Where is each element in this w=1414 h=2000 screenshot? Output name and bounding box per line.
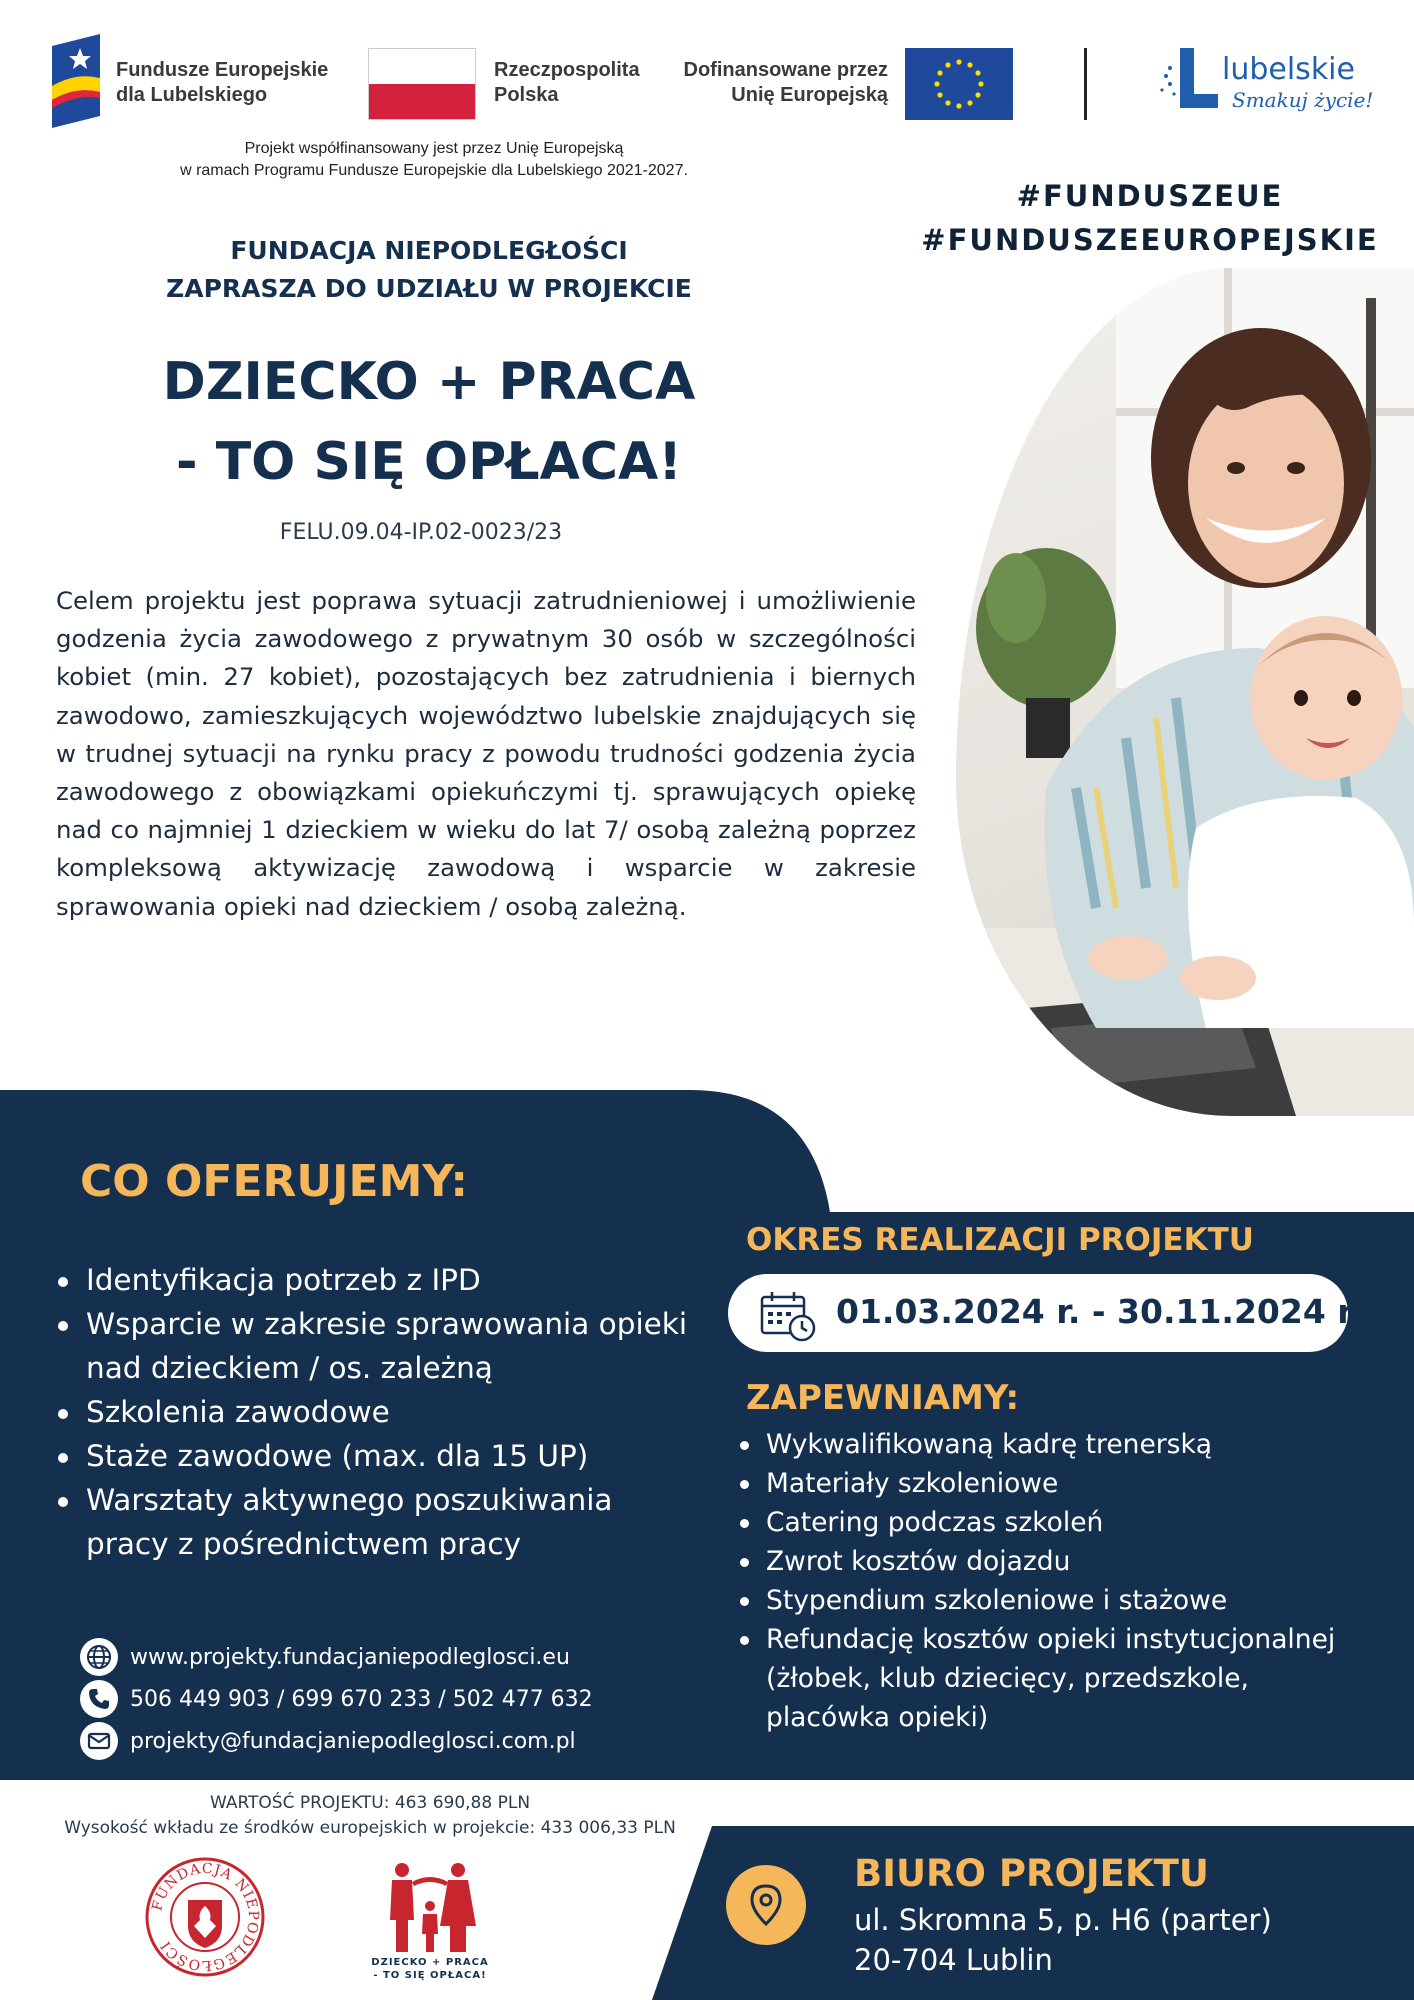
hashtags	[900, 174, 1400, 262]
fundusze-europejskie-logo-icon	[52, 34, 100, 128]
provide-item: Catering podczas szkoleń	[738, 1503, 1378, 1542]
logo-divider	[1084, 48, 1087, 120]
location-pin-icon	[726, 1865, 806, 1945]
eu-flag-icon	[905, 48, 1013, 120]
phone-numbers[interactable]: 506 449 903 / 699 670 233 / 502 477 632	[130, 1686, 593, 1712]
offer-item: Identyfikacja potrzeb z IPD	[58, 1258, 698, 1302]
offer-heading: CO OFERUJEMY:	[80, 1156, 468, 1207]
eu-logo-text: Dofinansowane przez Unię Europejską	[683, 59, 888, 106]
offer-item: Wsparcie w zakresie sprawowania opieki nad dzieckiem / os. zależną	[58, 1302, 698, 1390]
family-logo-icon	[378, 1862, 484, 1962]
svg-text:FUNDACJA NIEPODLEGŁOŚCI: FUNDACJA NIEPODLEGŁOŚCI	[149, 1860, 262, 1974]
lubelskie-name: lubelskie	[1222, 52, 1355, 87]
offer-item: Warsztaty aktywnego poszukiwania pracy z pośrednictwem pracy	[58, 1478, 698, 1566]
globe-icon	[80, 1638, 118, 1676]
contact-website	[80, 1638, 570, 1676]
logo-bar	[0, 0, 1414, 130]
mother-child-illustration-icon	[956, 268, 1414, 1116]
invite-heading: FUNDACJA NIEPODLEGŁOŚCI ZAPRASZA DO UDZIAŁU W PROJEKCIE	[166, 236, 692, 303]
office-address: ul. Skromna 5, p. H6 (parter) 20-704 Lublin	[854, 1903, 1272, 1977]
cofinancing-note: Projekt współfinansowany jest przez Unię Europejską w ramach Programu Fundusze Europejskie dla Lubelskiego 2021-2027.	[180, 140, 688, 179]
hashtag-funduszeeuropejskie: #FUNDUSZEEUROPEJSKIE	[921, 223, 1379, 257]
provide-heading: ZAPEWNIAMY:	[746, 1378, 1020, 1418]
provide-item: Zwrot kosztów dojazdu	[738, 1542, 1378, 1581]
project-description: Celem projektu jest poprawa sytuacji zatrudnieniowej i umożliwienie godzenia życia zawodowego z prywatnym 30 osób w szczególności kobiet (min. 27 kobiet), pozostających bez zatrudnienia i biernych zawodowo, zamieszkujących województwo lubelskie znajdujących się w trudnej sytuacji na rynku pracy z powodu trudności godzenia życia zawodowego z obowiązkami opiekuńczymi tj. sprawujących opiekę nad co najmniej 1 dzieckiem w wieku do lat 7/ osobą zależną poprzez kompleksową aktywizację zawodową i wsparcie w zakresie sprawowania opieki nad dzieckiem / osobą zależną.	[56, 586, 916, 921]
small-logo-caption: DZIECKO + PRACA - TO SIĘ OPŁACA!	[371, 1957, 489, 1981]
offer-list	[58, 1258, 698, 1566]
period-heading: OKRES REALIZACJI PROJEKTU	[746, 1222, 1254, 1258]
lubelskie-l-icon	[1158, 44, 1224, 112]
provide-list	[738, 1425, 1378, 1737]
project-title: DZIECKO + PRACA - TO SIĘ OPŁACA!	[162, 352, 696, 492]
fundacja-seal-icon	[144, 1856, 266, 1978]
provide-item: Stypendium szkoleniowe i stażowe	[738, 1581, 1378, 1620]
mother-child-photo	[956, 268, 1414, 1116]
lubelskie-slogan: Smakuj życie!	[1232, 88, 1374, 112]
offer-item: Staże zawodowe (max. dla 15 UP)	[58, 1434, 698, 1478]
contact-phone	[80, 1680, 593, 1718]
project-code: FELU.09.04-IP.02-0023/23	[279, 520, 563, 545]
provide-item: Wykwalifikowaną kadrę trenerską	[738, 1425, 1378, 1464]
phone-icon	[80, 1680, 118, 1718]
mail-icon	[80, 1722, 118, 1760]
office-heading: BIURO PROJEKTU	[854, 1852, 1209, 1895]
offer-item: Szkolenia zawodowe	[58, 1390, 698, 1434]
hashtag-funduszeue: #FUNDUSZEUE	[1016, 179, 1284, 213]
calendar-icon	[760, 1290, 816, 1342]
contact-email	[80, 1722, 576, 1760]
provide-item: Materiały szkoleniowe	[738, 1464, 1378, 1503]
project-value: WARTOŚĆ PROJEKTU: 463 690,88 PLN Wysokość wkładu ze środków europejskich w projekcie: 433 006,33 PLN	[64, 1793, 676, 1838]
website-link[interactable]: www.projekty.fundacjaniepodleglosci.eu	[130, 1644, 570, 1670]
provide-item: Refundację kosztów opieki instytucjonalnej (żłobek, klub dziecięcy, przedszkole, placówka opieki)	[738, 1620, 1378, 1737]
polish-flag-icon	[368, 48, 476, 120]
project-dates: 01.03.2024 r. - 30.11.2024 r.	[836, 1292, 1362, 1331]
fe-logo-text: Fundusze Europejskie dla Lubelskiego	[116, 59, 329, 106]
email-link[interactable]: projekty@fundacjaniepodleglosci.com.pl	[130, 1728, 576, 1754]
rp-logo-text: Rzeczpospolita Polska	[494, 59, 640, 106]
